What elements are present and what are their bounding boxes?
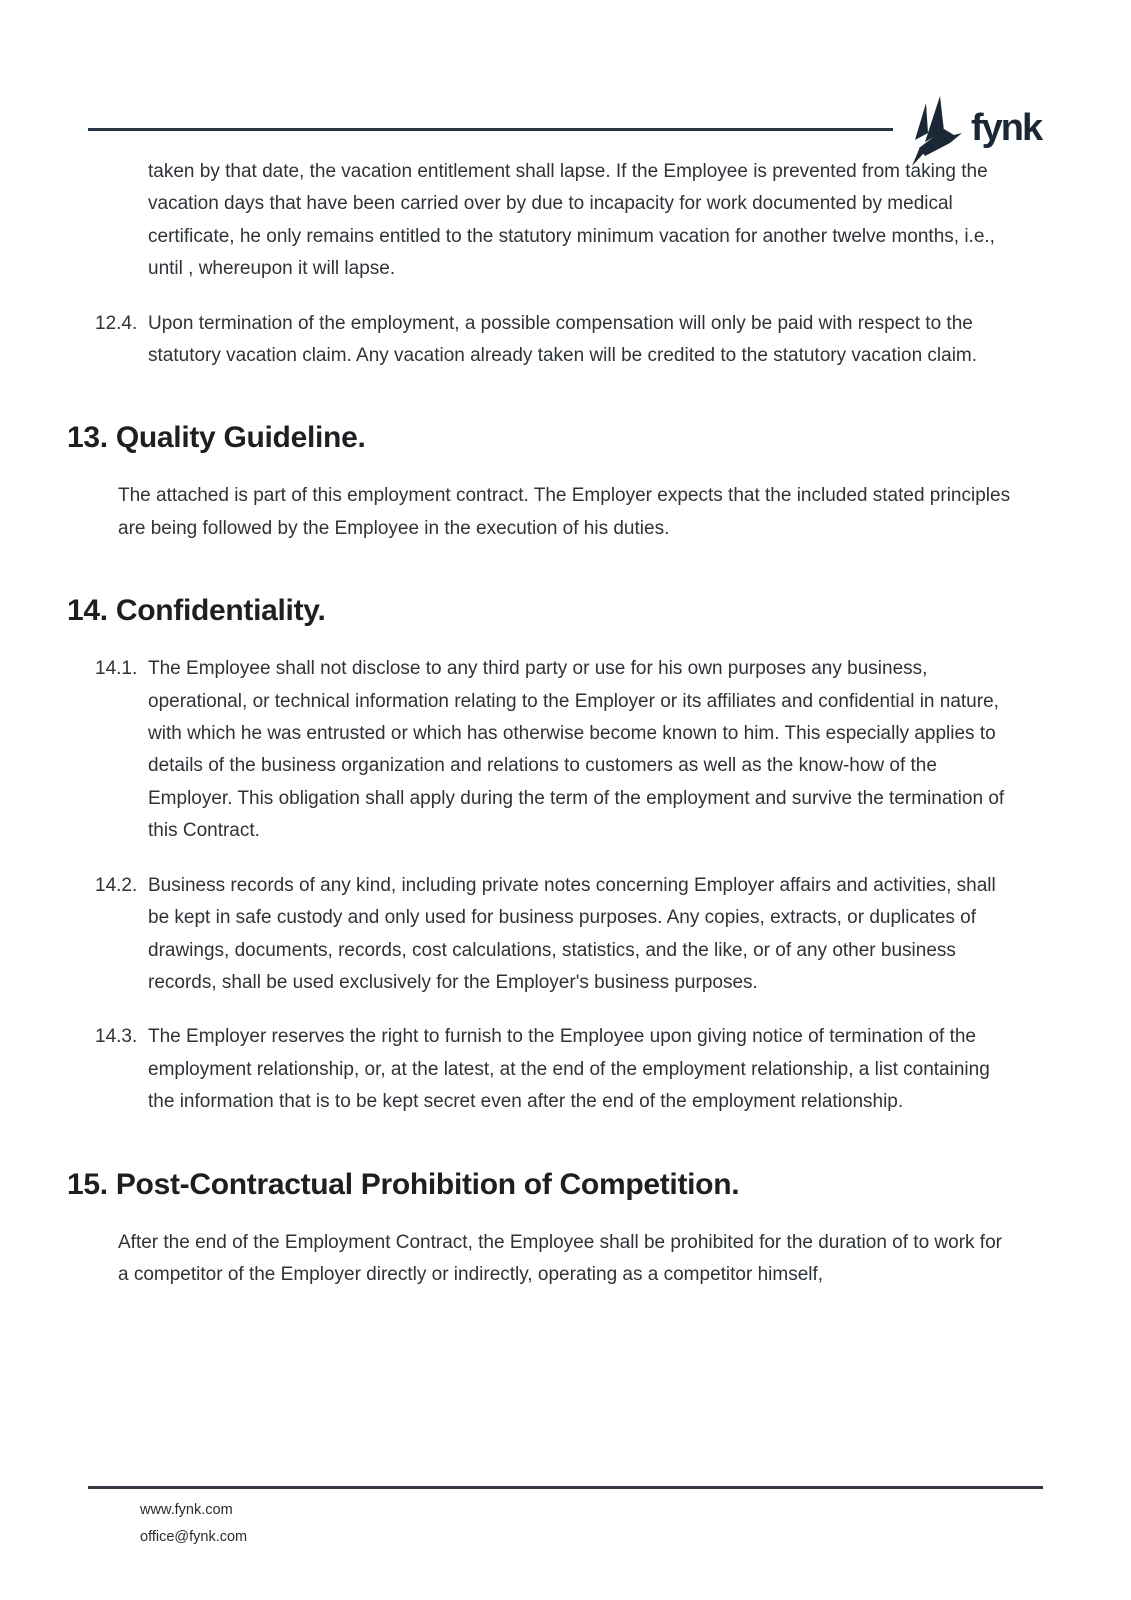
clause-text: The Employee shall not disclose to any third party or use for his own purposes any business, operational, or technical information relating to the Employer or its affiliates and confidential in nature, with which he was entrusted or which has otherwise become known to him. This especially applies to details of the business organization and relations to customers as well as the know-how of the Employer. This obligation shall apply during the term of the employment and survive the termination of this Contract. [148,658,1005,842]
logo-wordmark: fynk [971,107,1042,149]
footer-links [140,1497,1131,1550]
clause-number: 14.3. [95,1026,138,1048]
clause-number: 14.2. [95,874,138,896]
clause-14-2 [95,870,1131,1000]
footer-website-link[interactable]: www.fynk.com [140,1502,233,1518]
clause-12-3-continuation: taken by that date, the vacation entitlement shall lapse. If the Employee is prevented from taking the vacation days that have been carried over by due to incapacity for work documented by medical certificate, he only remains entitled to the statutory minimum vacation for another twelve months, i.e., until , whereupon it will lapse. [148,161,995,280]
contract-body [0,156,1131,1313]
section-15-paragraph: After the end of the Employment Contract, the Employee shall be prohibited for the duration of to work for a competitor of the Employer directly or indirectly, operating as a competitor himself, [118,1231,1002,1285]
footer-divider [88,1486,1043,1489]
clause-number: 14.1. [95,658,138,680]
clause-text: Upon termination of the employment, a possible compensation will only be paid with respect to the statutory vacation claim. Any vacation already taken will be credited to the statutory vacation claim. [148,312,978,367]
clause-14-1 [95,653,1131,847]
clause-14-3 [95,1021,1131,1118]
section-13-paragraph: The attached is part of this employment contract. The Employer expects that the included stated principles are being followed by the Employee in the execution of his duties. [118,485,1011,539]
footer-email-link[interactable]: office@fynk.com [140,1528,248,1545]
clause-number: 12.4. [95,312,138,334]
section-14-heading: 14. Confidentiality. [67,594,326,628]
section-13-heading: 13. Quality Guideline. [67,421,366,455]
clause-text: Business records of any kind, including private notes concerning Employer affairs and activities, shall be kept in safe custody and only used for business purposes. Any copies, extracts, or duplicates of drawings, documents, records, cost calculations, statistics, and the like, or of any other business records, shall be used exclusively for the Employer's business purposes. [148,874,996,993]
section-15-heading: 15. Post-Contractual Prohibition of Competition. [67,1167,740,1201]
clause-text: The Employer reserves the right to furnish to the Employee upon giving notice of termination of the employment relationship, or, at the latest, at the end of the employment relationship, a list containing the information that is to be kept secret even after the end of the employment relationship. [148,1026,990,1113]
header-divider [88,128,893,131]
clause-12-4 [95,308,1131,373]
page-footer [0,1486,1131,1550]
